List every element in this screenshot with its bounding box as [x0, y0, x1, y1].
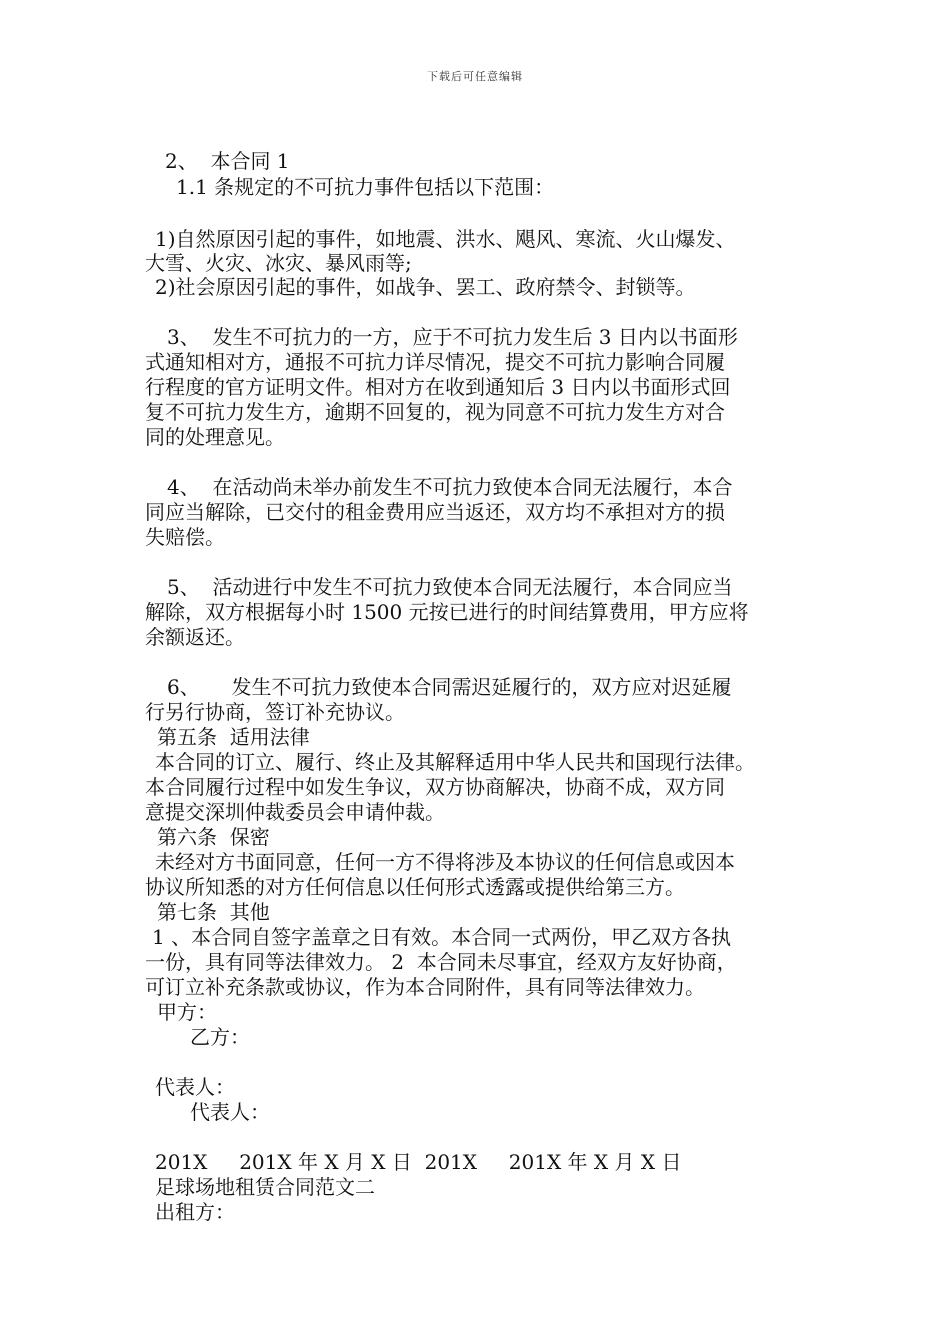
clause-3-line-3: 行程度的官方证明文件。相对方在收到通知后 3 日内以书面形式回 — [145, 375, 731, 399]
article-7-line-3: 可订立补充条款或协议，作为本合同附件，具有同等法律效力。 — [145, 975, 705, 999]
clause-3-line-4: 复不可抗力发生方，逾期不回复的，视为同意不可抗力发生方对合 — [145, 400, 725, 424]
article-6-line-2: 协议所知悉的对方任何信息以任何形式透露或提供给第三方。 — [145, 875, 685, 899]
clause-6-line-1: 6、 发生不可抗力致使本合同需迟延履行的，双方应对迟延履 — [167, 675, 732, 699]
clause-3-line-1: 3、 发生不可抗力的一方，应于不可抗力发生后 3 日内以书面形 — [167, 325, 738, 349]
signature-dates: 201X 201X 年 X 月 X 日 201X 201X 年 X 月 X 日 — [155, 1150, 682, 1174]
clause-6-line-2: 行另行协商，签订补充协议。 — [145, 700, 405, 724]
article-7-line-2: 一份，具有同等法律效力。 2 本合同未尽事宜，经双方友好协商， — [145, 950, 737, 974]
lessor-label: 出租方： — [155, 1200, 235, 1224]
clause-4-line-1: 4、 在活动尚未举办前发生不可抗力致使本合同无法履行，本合 — [167, 475, 733, 499]
second-contract-title: 足球场地租赁合同范文二 — [155, 1175, 375, 1199]
clause-3-line-5: 同的处理意见。 — [145, 425, 285, 449]
article-5-line-3: 意提交深圳仲裁委员会申请仲裁。 — [145, 800, 445, 824]
party-a-label: 甲方： — [157, 1000, 217, 1024]
party-b-label: 乙方： — [190, 1025, 250, 1049]
clause-5-line-3: 余额返还。 — [145, 625, 245, 649]
natural-causes-line-1: 1)自然原因引起的事件，如地震、洪水、飓风、寒流、火山爆发、 — [155, 227, 736, 251]
clause-2-text: 1.1 条规定的不可抗力事件包括以下范围： — [176, 175, 555, 199]
social-causes-line: 2)社会原因引起的事件，如战争、罢工、政府禁令、封锁等。 — [155, 275, 696, 299]
party-a-representative-label: 代表人： — [155, 1075, 235, 1099]
article-6-title: 第六条 保密 — [157, 825, 270, 849]
clause-5-line-1: 5、 活动进行中发生不可抗力致使本合同无法履行，本合同应当 — [167, 575, 733, 599]
article-7-title: 第七条 其他 — [157, 900, 270, 924]
article-5-line-1: 本合同的订立、履行、终止及其解释适用中华人民共和国现行法律。 — [155, 750, 755, 774]
party-b-representative-label: 代表人： — [190, 1100, 270, 1124]
article-5-line-2: 本合同履行过程中如发生争议，双方协商解决，协商不成，双方同 — [145, 775, 725, 799]
clause-3-line-2: 式通知相对方，通报不可抗力详尽情况，提交不可抗力影响合同履 — [145, 350, 725, 374]
clause-4-line-3: 失赔偿。 — [145, 525, 225, 549]
clause-2-heading: 2、 本合同 1 — [165, 149, 290, 173]
natural-causes-line-2: 大雪、火灾、冰灾、暴风雨等; — [145, 251, 412, 275]
article-5-title: 第五条 适用法律 — [157, 725, 310, 749]
page-header: 下载后可任意编辑 — [427, 70, 523, 83]
clause-4-line-2: 同应当解除，已交付的租金费用应当返还，双方均不承担对方的损 — [145, 500, 725, 524]
article-6-line-1: 未经对方书面同意，任何一方不得将涉及本协议的任何信息或因本 — [155, 850, 735, 874]
article-7-line-1: 1 、本合同自签字盖章之日有效。本合同一式两份，甲乙双方各执 — [152, 925, 732, 949]
clause-5-line-2: 解除，双方根据每小时 1500 元按已进行的时间结算费用，甲方应将 — [145, 600, 749, 624]
